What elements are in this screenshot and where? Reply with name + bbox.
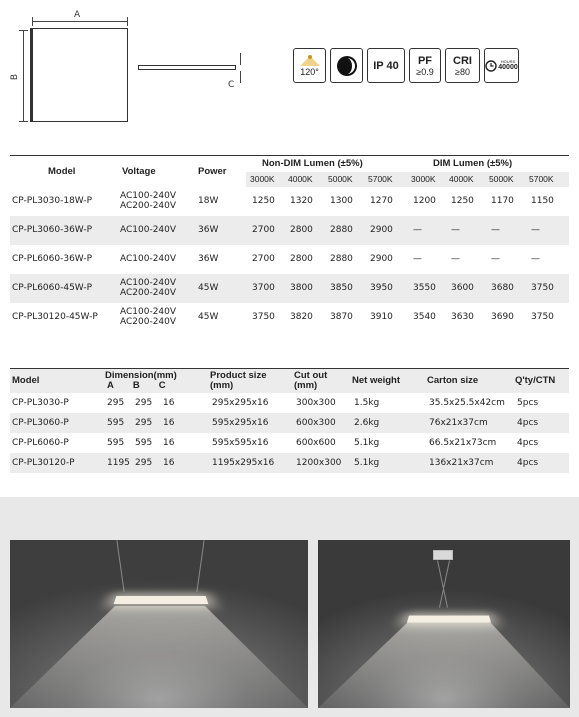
lifetime-value: 40000	[498, 64, 518, 71]
dim-a: 1195	[107, 457, 130, 468]
voltage-line-1: AC100-240V	[120, 307, 177, 317]
col-product-size	[210, 369, 294, 393]
product-size-unit: (mm)	[210, 379, 234, 391]
dim-b: 295	[135, 417, 153, 428]
cri-value: ≥80	[455, 66, 470, 77]
dim-lumen-cell: 3550	[407, 274, 445, 303]
lumen-table-row	[10, 216, 569, 245]
dimension-b-line	[23, 30, 24, 122]
dimension-c-arrow-bottom	[240, 71, 241, 83]
voltage-line-1: AC100-240V	[120, 278, 177, 288]
row-model: CP-PL6060-45W-P	[10, 274, 118, 303]
row-voltage	[118, 303, 196, 332]
nondim-lumen-cell: 3910	[370, 312, 393, 322]
dim-lumen-cell: —	[531, 254, 540, 264]
nondim-lumen-cell: 1250	[252, 196, 275, 206]
row-model: CP-PL3030-P	[12, 397, 69, 408]
voltage-line-1: AC100-240V	[120, 254, 177, 264]
dim-lumen-cell: 3630	[451, 312, 474, 322]
dim-a: 595	[107, 417, 125, 428]
nondim-lumen-cell: 3950	[364, 274, 407, 303]
spec-badges	[293, 48, 519, 83]
dimension-a-label: A	[74, 10, 81, 20]
dimension-a-tick-right	[127, 17, 128, 26]
row-dimensions	[105, 393, 210, 413]
row-cut-out: 600x600	[296, 437, 336, 448]
dim-lumen-cell: 3690	[491, 312, 514, 322]
dimension-table-row	[10, 393, 569, 413]
lit-panel-right	[407, 616, 491, 623]
row-net-weight: 5.1kg	[352, 453, 427, 473]
dim-a: 295	[107, 397, 125, 408]
dim-lumen-cell: 1200	[413, 196, 436, 206]
row-model: CP-PL6060-36W-P	[12, 254, 93, 264]
row-qty: 4pcs	[517, 437, 539, 448]
lumen-table-row	[10, 187, 569, 216]
dimension-table-row	[10, 413, 569, 433]
dimmable-icon	[336, 55, 358, 77]
dim-c: 16	[163, 457, 175, 468]
voltage-line-1: AC100-240V	[120, 225, 177, 235]
dim-lumen-cell: 3750	[531, 312, 554, 322]
nondim-lumen-cell: 3870	[330, 312, 353, 322]
dim-lumen-cell: 3540	[413, 312, 436, 322]
dim-lumen-cell: —	[451, 254, 460, 264]
nondim-lumen-cell: 3750	[252, 312, 275, 322]
power-factor-badge	[409, 48, 441, 83]
dim-lumen-cell: —	[525, 216, 569, 245]
dim-b: 295	[135, 457, 153, 468]
dimension-table-row	[10, 433, 569, 453]
dimension-c-label: C	[228, 80, 235, 90]
dim-sub-c: C	[158, 379, 166, 391]
lumen-spec-table	[10, 155, 569, 332]
dimension-b-tick-bottom	[19, 121, 28, 122]
cct-3000k: 3000K	[246, 172, 284, 187]
lifetime-unit: HOURS	[500, 59, 516, 64]
row-product-size: 595x595x16	[212, 437, 269, 448]
lit-panel-left	[114, 596, 209, 604]
nondim-lumen-cell: 3700	[246, 274, 284, 303]
dim-c: 16	[163, 417, 175, 428]
row-model: CP-PL30120-P	[10, 453, 105, 473]
panel-front-outline	[30, 28, 128, 122]
cct-4000k: 4000K	[284, 172, 324, 187]
nondim-lumen-cell: 2800	[290, 254, 313, 264]
row-model: CP-PL3030-18W-P	[12, 196, 93, 206]
nondim-lumen-cell: 1270	[370, 196, 393, 206]
row-voltage	[118, 187, 196, 216]
col-model: Model	[48, 165, 76, 177]
nondim-lumen-cell: 2800	[284, 216, 324, 245]
dim-lumen-cell: —	[407, 216, 445, 245]
col-dimension	[105, 369, 210, 393]
nondim-lumen-cell: 2900	[364, 216, 407, 245]
row-voltage	[118, 274, 196, 303]
row-power: 45W	[198, 312, 219, 322]
dimension-c-arrow-top	[240, 53, 241, 65]
col-non-dim-lumen: Non-DIM Lumen (±5%)	[262, 158, 363, 170]
col-cut-out	[294, 369, 352, 393]
voltage-line-2: AC200-240V	[120, 317, 177, 327]
nondim-lumen-cell: 2700	[246, 216, 284, 245]
dimension-b-tick-top	[19, 30, 28, 31]
nondim-lumen-cell: 2700	[252, 254, 275, 264]
dim-lumen-cell: —	[445, 216, 485, 245]
cri-badge	[445, 48, 480, 83]
dimension-a-line	[32, 21, 128, 22]
lifetime-clock-icon	[485, 59, 497, 73]
lumen-table-row	[10, 245, 569, 274]
row-product-size: 1195x295x16	[210, 453, 294, 473]
col-power: Power	[198, 165, 227, 177]
dim-sub-b: B	[132, 379, 140, 391]
row-carton-size: 136x21x37cm	[427, 453, 515, 473]
cct-5000k: 5000K	[324, 172, 364, 187]
ip-rating-icon: IP 40	[373, 59, 399, 72]
col-dim-lumen: DIM Lumen (±5%)	[433, 158, 513, 170]
product-size-header: Product size	[210, 369, 267, 381]
row-qty: 5pcs	[517, 397, 539, 408]
lifetime-badge	[484, 48, 519, 83]
row-voltage	[118, 216, 196, 245]
dim-a: 595	[107, 437, 125, 448]
row-qty: 4pcs	[515, 453, 569, 473]
nondim-lumen-cell: 2900	[370, 254, 393, 264]
dim-lumen-cell: 1250	[451, 196, 474, 206]
lumen-table-row	[10, 274, 569, 303]
cct-5700k: 5700K	[525, 172, 569, 187]
row-product-size: 295x295x16	[212, 397, 269, 408]
nondim-lumen-cell: 3820	[290, 312, 313, 322]
cct-4000k: 4000K	[445, 172, 485, 187]
dim-lumen-cell: —	[491, 254, 500, 264]
cut-out-header: Cut out	[294, 369, 328, 381]
dimension-header: Dimension(mm)	[105, 369, 177, 381]
dimension-table	[10, 368, 569, 473]
row-carton-size: 35.5x25.5x42cm	[429, 397, 505, 408]
row-model: CP-PL3060-36W-P	[10, 216, 118, 245]
row-net-weight: 2.6kg	[352, 413, 427, 433]
dimmable-badge	[330, 48, 363, 83]
dim-lumen-cell: 1170	[491, 196, 514, 206]
dim-lumen-cell: 3680	[485, 274, 525, 303]
row-qty: 4pcs	[515, 413, 569, 433]
row-carton-size: 76x21x37cm	[427, 413, 515, 433]
col-carton-size: Carton size	[427, 369, 515, 393]
row-net-weight: 1.5kg	[354, 397, 380, 408]
dim-b: 295	[135, 397, 153, 408]
cri-icon: CRI	[453, 54, 472, 67]
cct-5700k: 5700K	[364, 172, 407, 187]
dimension-b-label: B	[10, 73, 21, 81]
dim-c: 16	[163, 397, 175, 408]
row-power: 36W	[198, 254, 219, 264]
nondim-lumen-cell: 1300	[330, 196, 353, 206]
row-cut-out: 300x300	[296, 397, 336, 408]
nondim-lumen-cell: 1320	[290, 196, 313, 206]
row-net-weight: 5.1kg	[354, 437, 380, 448]
dim-c: 16	[163, 437, 175, 448]
row-cut-out: 1200x300	[294, 453, 352, 473]
nondim-lumen-cell: 3800	[284, 274, 324, 303]
col-model: Model	[10, 369, 105, 393]
cct-5000k: 5000K	[485, 172, 525, 187]
nondim-lumen-cell: 2880	[324, 216, 364, 245]
front-view-diagram	[0, 0, 140, 130]
row-power: 45W	[196, 274, 246, 303]
dim-lumen-cell: 3600	[445, 274, 485, 303]
dim-sub-a: A	[107, 379, 114, 391]
row-voltage	[118, 245, 196, 274]
voltage-line-2: AC200-240V	[120, 201, 177, 211]
power-factor-icon: PF	[417, 54, 433, 67]
cct-3000k: 3000K	[407, 172, 445, 187]
row-power: 18W	[198, 196, 219, 206]
ambient-photo-left	[10, 540, 308, 708]
power-factor-value: ≥0.9	[416, 66, 434, 77]
ceiling-mount	[433, 550, 453, 560]
row-power: 36W	[196, 216, 246, 245]
beam-angle-text: 120°	[300, 66, 319, 77]
dim-lumen-cell: 3750	[525, 274, 569, 303]
side-view-diagram	[130, 40, 260, 100]
row-cut-out: 600x300	[294, 413, 352, 433]
dimension-a-tick-left	[32, 17, 33, 26]
col-qty: Q'ty/CTN	[515, 369, 569, 393]
row-model: CP-PL6060-P	[12, 437, 69, 448]
row-model: CP-PL30120-45W-P	[12, 312, 98, 322]
col-net-weight: Net weight	[352, 369, 427, 393]
beam-angle-icon	[298, 55, 322, 67]
beam-angle-badge	[293, 48, 326, 83]
voltage-line-1: AC100-240V	[120, 191, 177, 201]
row-carton-size: 66.5x21x73cm	[429, 437, 497, 448]
row-dimensions	[105, 413, 210, 433]
row-dimensions	[105, 433, 210, 453]
dim-lumen-cell: —	[485, 216, 525, 245]
panel-side-outline	[138, 65, 236, 70]
dim-lumen-cell: 1150	[531, 196, 554, 206]
ip-rating-badge	[367, 48, 405, 83]
row-product-size: 595x295x16	[210, 413, 294, 433]
voltage-line-2: AC200-240V	[120, 288, 177, 298]
cut-out-unit: (mm)	[294, 379, 318, 391]
nondim-lumen-cell: 2880	[330, 254, 353, 264]
lumen-table-row	[10, 303, 569, 332]
nondim-lumen-cell: 3850	[324, 274, 364, 303]
ambient-photo-right	[318, 540, 570, 708]
row-dimensions	[105, 453, 210, 473]
row-model: CP-PL3060-P	[10, 413, 105, 433]
dim-b: 595	[135, 437, 153, 448]
col-voltage: Voltage	[122, 165, 156, 177]
dimension-table-row	[10, 453, 569, 473]
dim-lumen-cell: —	[413, 254, 422, 264]
